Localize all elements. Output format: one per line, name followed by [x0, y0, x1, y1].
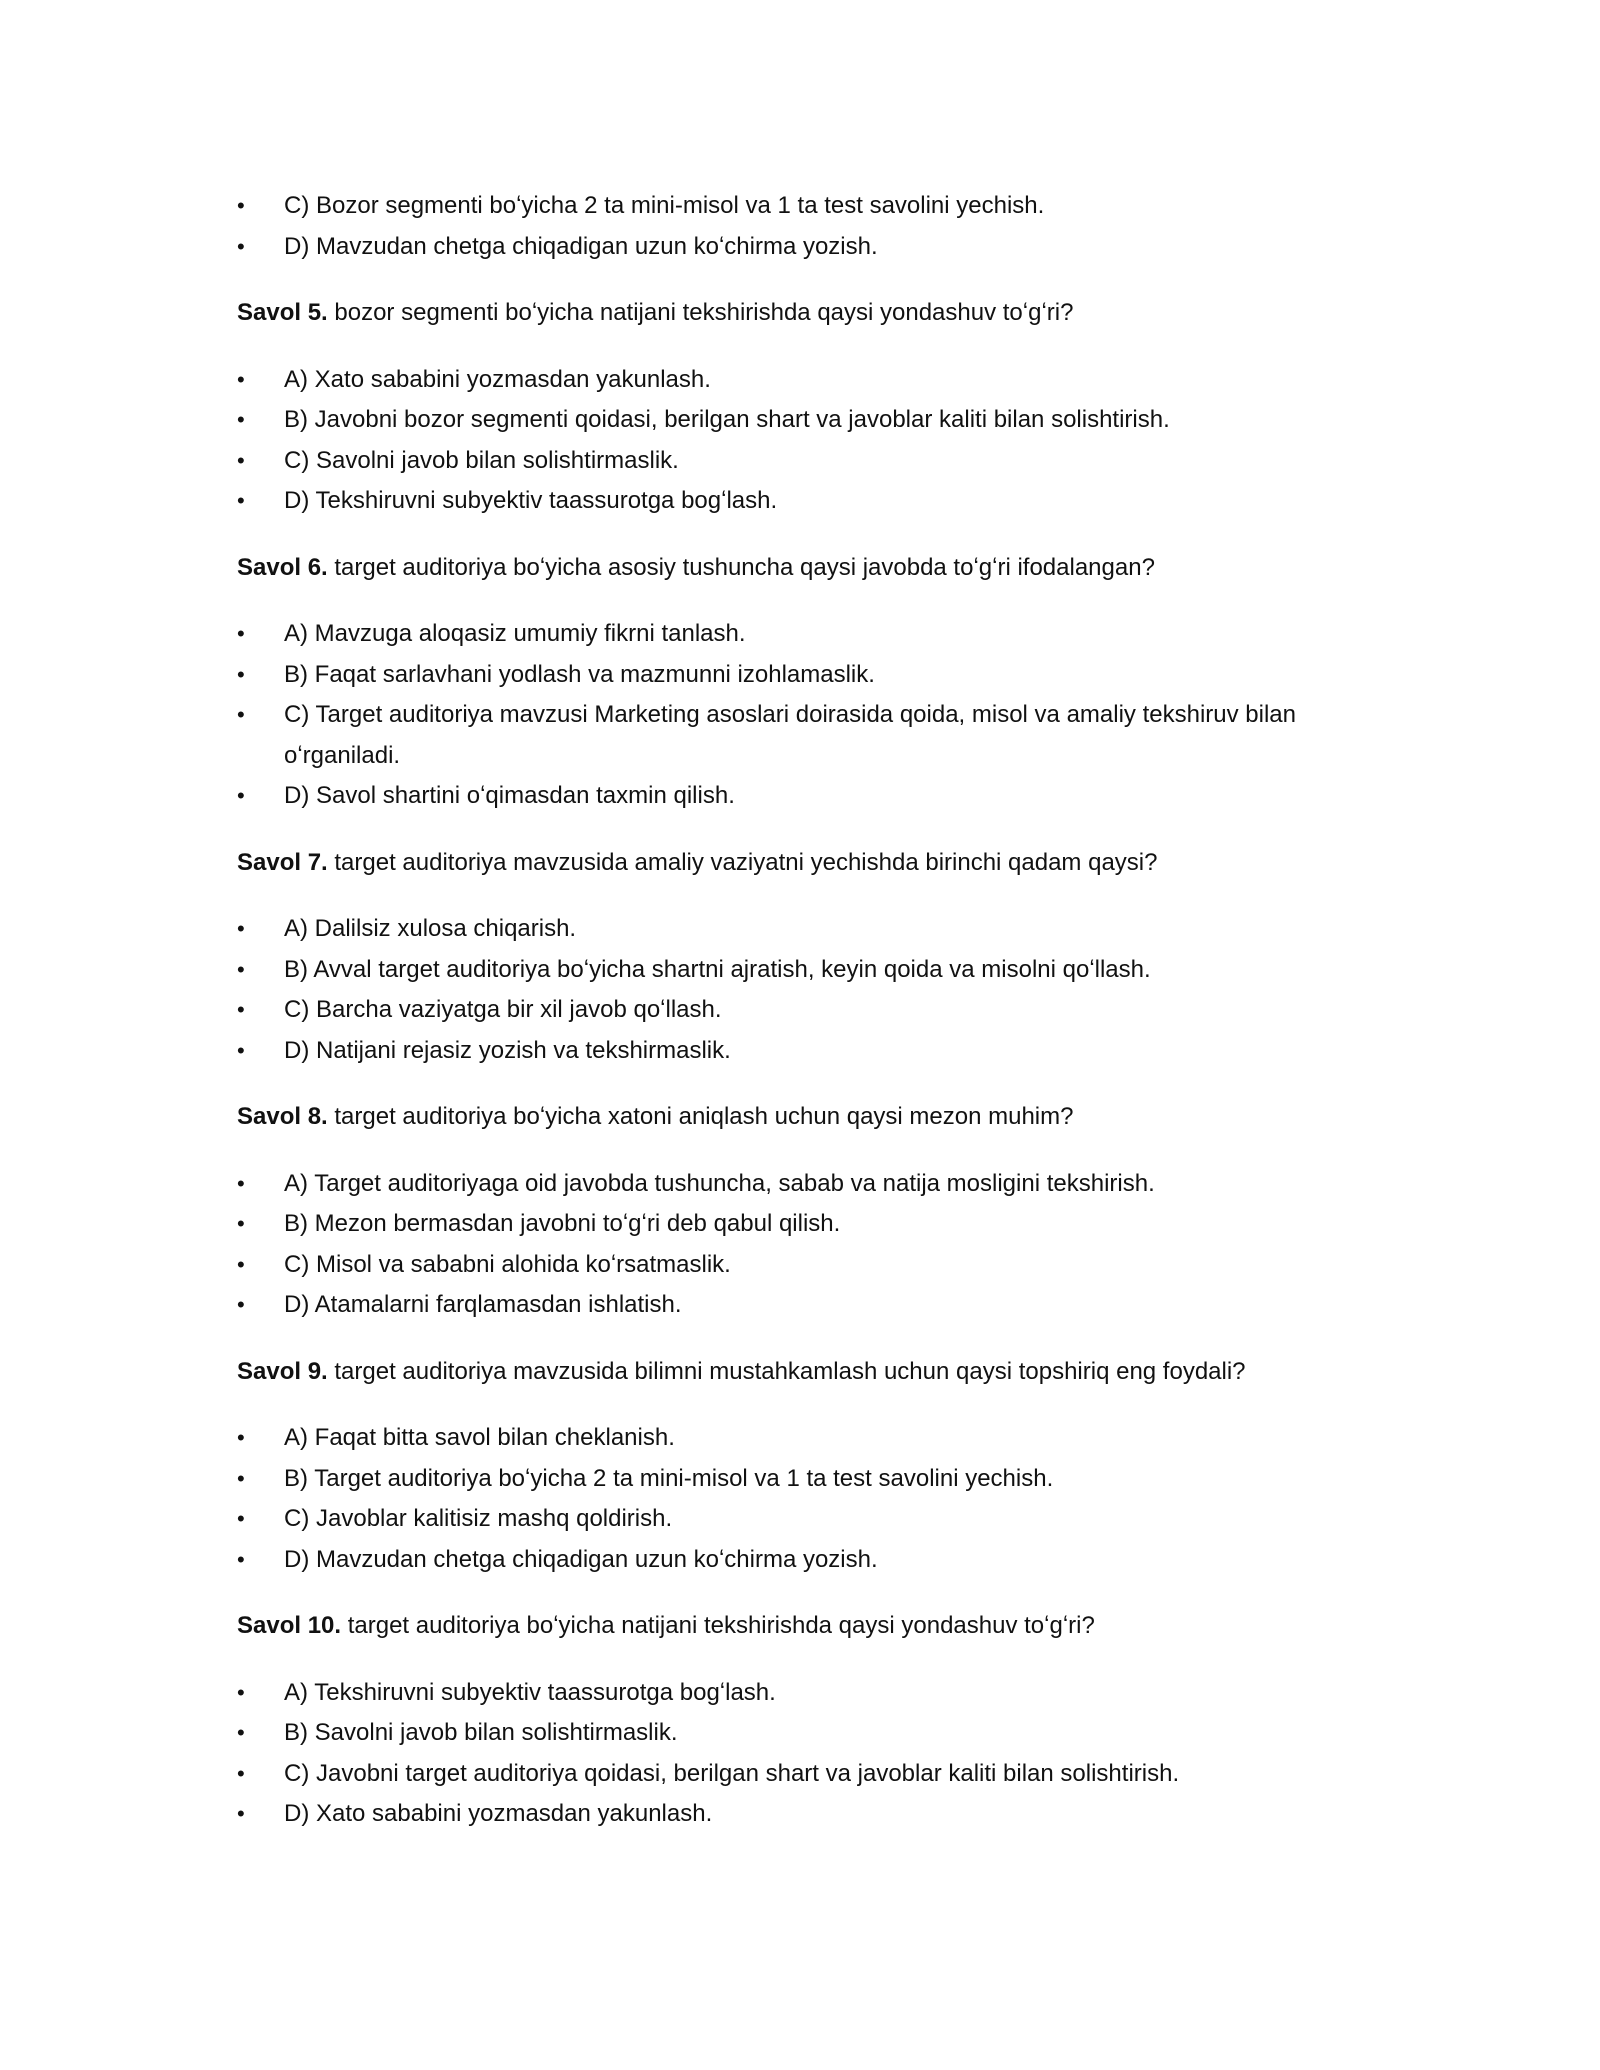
option-text: D) Mavzudan chetga chiqadigan uzun koʻchirma yozish.: [284, 1545, 878, 1573]
bullet-icon: •: [237, 1506, 245, 1531]
bullet-icon: •: [237, 447, 245, 473]
option-text: A) Target auditoriyaga oid javobda tushuncha, sabab va natija mosligini tekshirish.: [284, 1169, 1155, 1197]
question-5: [237, 293, 1367, 334]
option-text: A) Dalilsiz xulosa chiqarish.: [284, 915, 577, 942]
question-8: [237, 1097, 1367, 1138]
option-text: D) Mavzudan chetga chiqadigan uzun koʻchirma yozish.: [284, 232, 878, 260]
option-text: B) Mezon bermasdan javobni toʻgʻri deb qabul qilish.: [284, 1210, 841, 1237]
option-item: [237, 441, 1367, 482]
option-list: [237, 1673, 1367, 1835]
option-text: C) Javoblar kalitisiz mashq qoldirish.: [284, 1505, 673, 1532]
option-text: A) Tekshiruvni subyektiv taassurotga bogʻlash.: [284, 1678, 776, 1706]
option-item: [237, 1754, 1367, 1795]
question-10: [237, 1606, 1367, 1647]
option-text: B) Faqat sarlavhani yodlash va mazmunni izohlamaslik.: [284, 660, 875, 688]
option-item: [237, 655, 1367, 696]
question-text: target auditoriya boʻyicha natijani tekshirishda qaysi yondashuv toʻgʻri?: [341, 1612, 1095, 1639]
top-option-list: [237, 186, 1367, 267]
question-text: bozor segmenti boʻyicha natijani tekshirishda qaysi yondashuv toʻgʻri?: [327, 299, 1074, 326]
option-item: [237, 1459, 1367, 1500]
option-item: [237, 1713, 1367, 1754]
question-label: Savol 9.: [237, 1357, 328, 1385]
question-text: target auditoriya boʻyicha xatoni aniqlash uchun qaysi mezon muhim?: [327, 1103, 1074, 1130]
option-item: [237, 990, 1367, 1031]
bullet-icon: •: [237, 233, 245, 259]
bullet-icon: •: [237, 1425, 245, 1450]
bullet-icon: •: [237, 1760, 245, 1786]
bullet-icon: •: [237, 1679, 245, 1705]
option-item: [237, 1031, 1367, 1072]
question-text: target auditoriya boʻyicha asosiy tushuncha qaysi javobda toʻgʻri ifodalangan?: [327, 553, 1155, 581]
option-text: C) Bozor segmenti boʻyicha 2 ta mini-misol va 1 ta test savolini yechish.: [284, 192, 1045, 219]
question-7: [237, 843, 1367, 884]
option-item: [237, 1794, 1367, 1835]
option-text: B) Avval target auditoriya boʻyicha shartni ajratish, keyin qoida va misolni qoʻllash.: [284, 955, 1151, 983]
question-6: [237, 548, 1367, 589]
option-list: [237, 614, 1367, 817]
option-list: [237, 909, 1367, 1071]
option-list: [237, 1164, 1367, 1326]
bullet-icon: •: [237, 193, 245, 218]
option-text: C) Barcha vaziyatga bir xil javob qoʻllash.: [284, 996, 722, 1023]
document-page: [237, 186, 1367, 1835]
bullet-icon: •: [237, 1546, 245, 1572]
option-item: [237, 400, 1367, 441]
option-item: [237, 186, 1367, 227]
option-text: D) Atamalarni farqlamasdan ishlatish.: [284, 1291, 682, 1318]
option-item: [237, 1164, 1367, 1205]
option-item: [237, 1245, 1367, 1286]
question-label: Savol 10.: [237, 1612, 342, 1639]
bullet-icon: •: [237, 661, 245, 687]
bullet-icon: •: [237, 956, 245, 982]
option-text: A) Mavzuga aloqasiz umumiy fikrni tanlash.: [284, 620, 746, 647]
question-label: Savol 7.: [237, 848, 328, 876]
option-text: B) Javobni bozor segmenti qoidasi, berilgan shart va javoblar kaliti bilan solishtirish.: [284, 406, 1170, 433]
option-item: [237, 1673, 1367, 1714]
option-text: D) Natijani rejasiz yozish va tekshirmaslik.: [284, 1036, 731, 1064]
option-item: [237, 227, 1367, 268]
bullet-icon: •: [237, 488, 245, 513]
option-text: B) Savolni javob bilan solishtirmaslik.: [284, 1719, 678, 1746]
option-text: C) Javobni target auditoriya qoidasi, berilgan shart va javoblar kaliti bilan solishtirish.: [284, 1759, 1180, 1787]
question-text: target auditoriya mavzusida bilimni mustahkamlash uchun qaysi topshiriq eng foydali?: [327, 1357, 1246, 1385]
bullet-icon: •: [237, 1801, 245, 1826]
option-text: C) Target auditoriya mavzusi Marketing asoslari doirasida qoida, misol va amaliy tekshiruv bilan oʻrganiladi.: [284, 701, 1296, 769]
option-item: [237, 776, 1367, 817]
bullet-icon: •: [237, 1292, 245, 1317]
option-text: D) Xato sababini yozmasdan yakunlash.: [284, 1800, 713, 1827]
bullet-icon: •: [237, 783, 245, 808]
bullet-icon: •: [237, 1720, 245, 1745]
bullet-icon: •: [237, 916, 245, 941]
bullet-icon: •: [237, 1465, 245, 1491]
option-item: [237, 950, 1367, 991]
option-item: [237, 695, 1367, 776]
option-item: [237, 360, 1367, 401]
bullet-icon: •: [237, 702, 245, 727]
bullet-icon: •: [237, 997, 245, 1022]
option-item: [237, 1285, 1367, 1326]
option-item: [237, 1540, 1367, 1581]
option-item: [237, 909, 1367, 950]
question-label: Savol 6.: [237, 553, 328, 581]
option-item: [237, 1418, 1367, 1459]
option-text: A) Xato sababini yozmasdan yakunlash.: [284, 365, 711, 393]
bullet-icon: •: [237, 407, 245, 432]
option-item: [237, 614, 1367, 655]
option-item: [237, 1204, 1367, 1245]
question-9: [237, 1352, 1367, 1393]
option-text: B) Target auditoriya boʻyicha 2 ta mini-misol va 1 ta test savolini yechish.: [284, 1464, 1054, 1492]
question-text: target auditoriya mavzusida amaliy vaziyatni yechishda birinchi qadam qaysi?: [327, 848, 1158, 876]
option-list: [237, 1418, 1367, 1580]
bullet-icon: •: [237, 1251, 245, 1277]
option-text: C) Misol va sababni alohida koʻrsatmaslik.: [284, 1250, 731, 1278]
bullet-icon: •: [237, 366, 245, 392]
option-item: [237, 1499, 1367, 1540]
question-label: Savol 5.: [237, 299, 328, 326]
question-label: Savol 8.: [237, 1103, 328, 1130]
bullet-icon: •: [237, 1037, 245, 1063]
option-text: C) Savolni javob bilan solishtirmaslik.: [284, 446, 679, 474]
option-list: [237, 360, 1367, 522]
option-item: [237, 481, 1367, 522]
option-text: D) Tekshiruvni subyektiv taassurotga bogʻlash.: [284, 487, 778, 514]
option-text: D) Savol shartini oʻqimasdan taxmin qilish.: [284, 782, 735, 809]
option-text: A) Faqat bitta savol bilan cheklanish.: [284, 1424, 675, 1451]
bullet-icon: •: [237, 1170, 245, 1196]
bullet-icon: •: [237, 1211, 245, 1236]
bullet-icon: •: [237, 621, 245, 646]
